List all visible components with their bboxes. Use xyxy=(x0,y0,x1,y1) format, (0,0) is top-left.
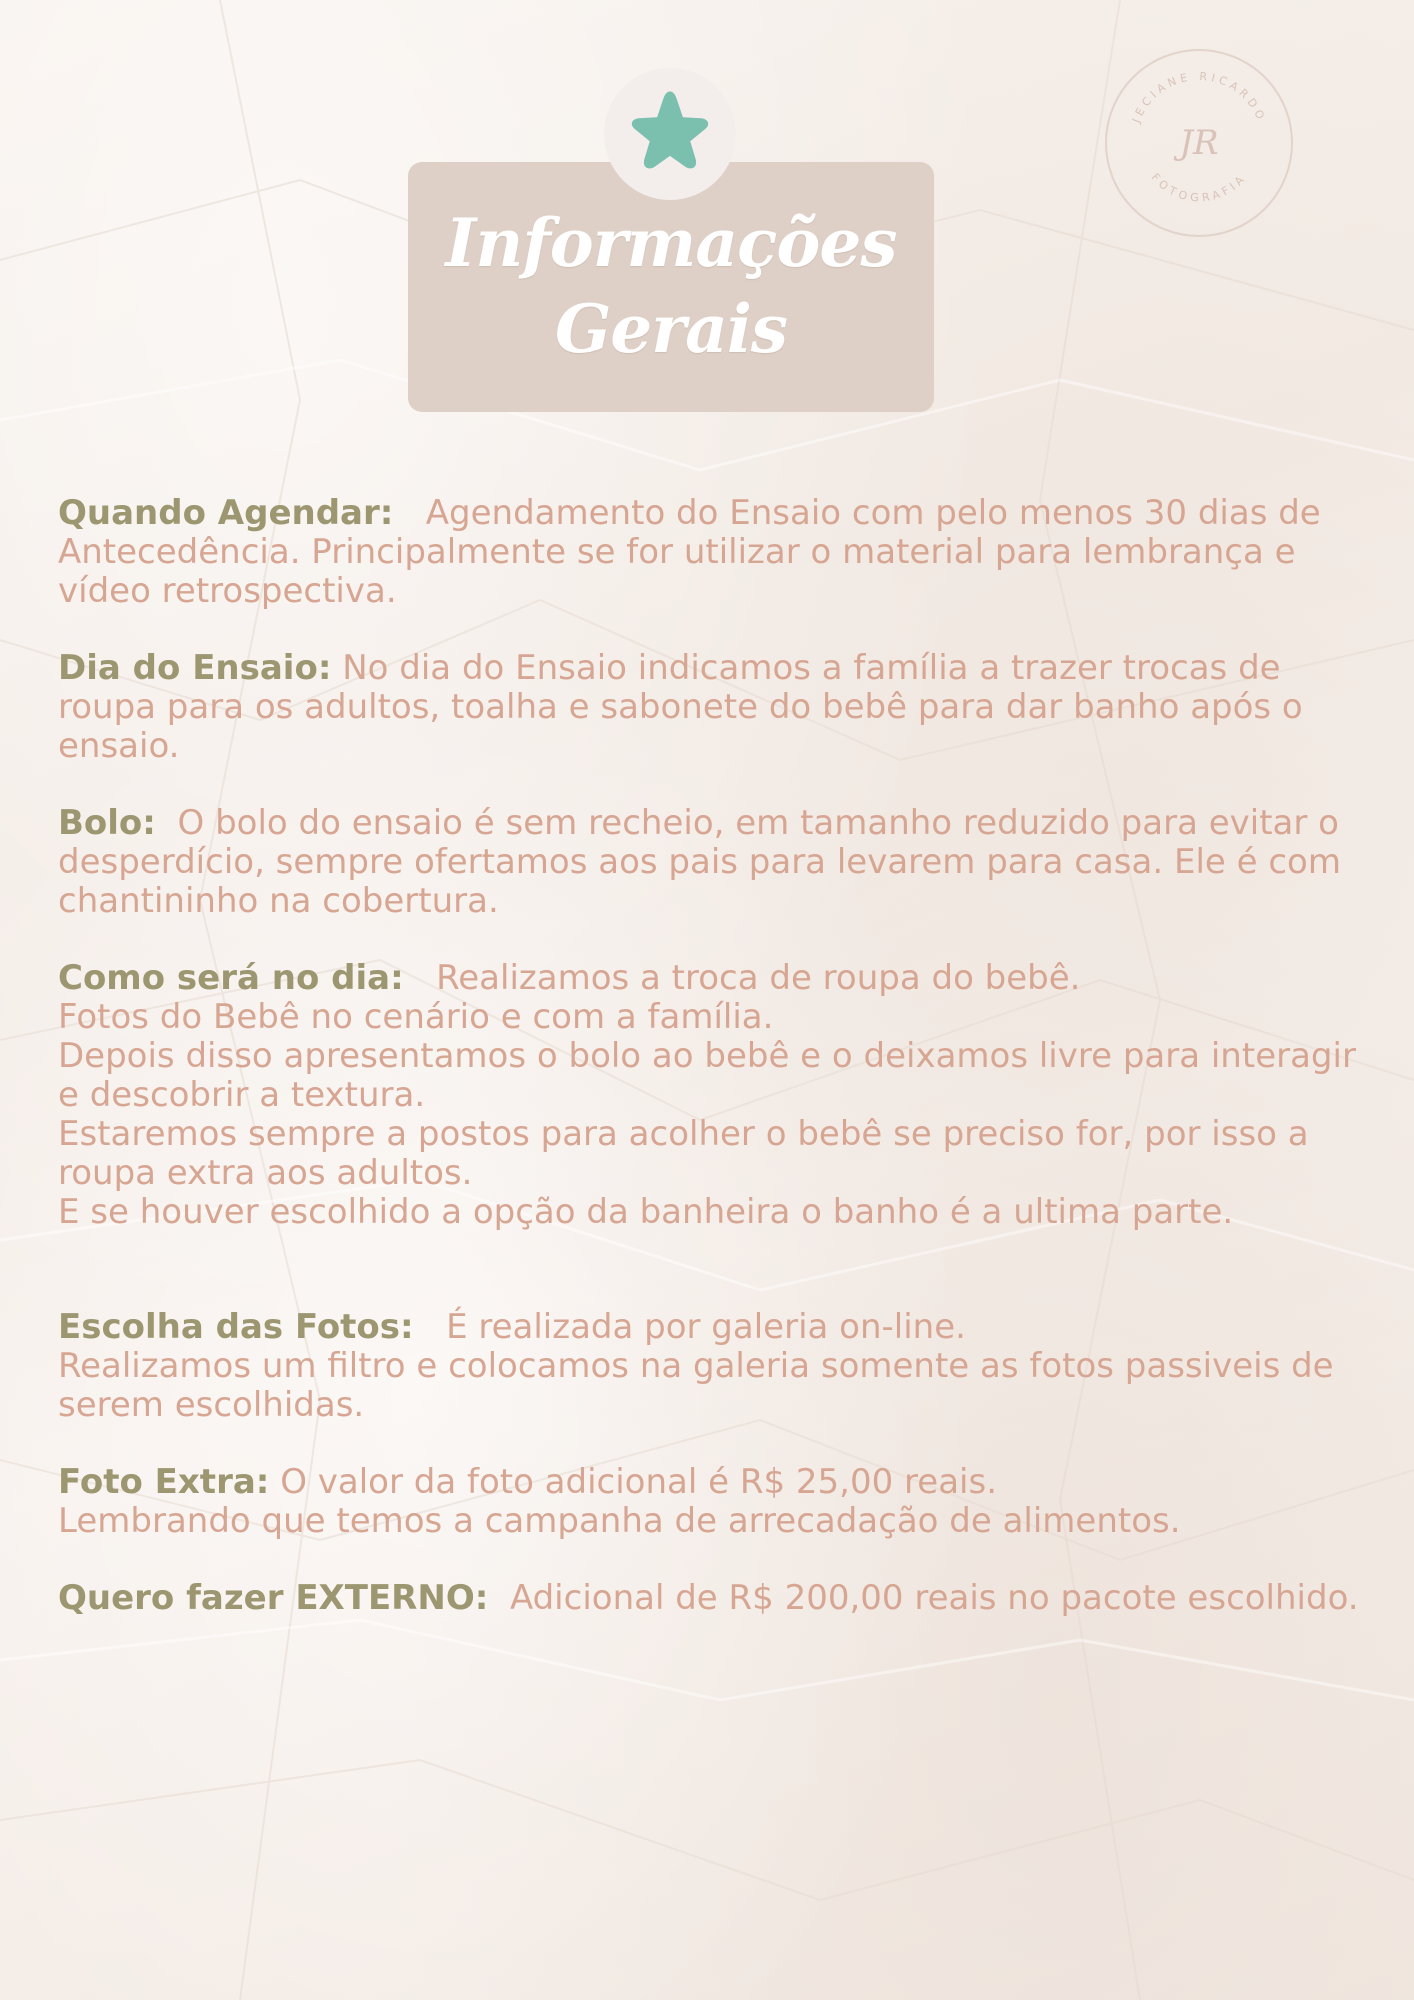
section-text: E se houver escolhido a opção da banheira o banho é a ultima parte. xyxy=(58,1192,1234,1232)
section-externo xyxy=(58,1579,1368,1618)
section-bolo xyxy=(58,804,1368,921)
section-text: Depois disso apresentamos o bolo ao bebê e o deixamos livre para interagir e descobrir a textura. xyxy=(58,1036,1356,1115)
svg-text:FOTOGRAFIA xyxy=(1149,171,1250,205)
section-text: O valor da foto adicional é R$ 25,00 reais. xyxy=(280,1462,998,1502)
section-text: É realizada por galeria on-line. xyxy=(446,1307,966,1347)
section-label: Escolha das Fotos: xyxy=(58,1307,414,1347)
section-como-sera xyxy=(58,959,1368,1232)
section-foto-extra xyxy=(58,1463,1368,1541)
logo-ring-top: JECIANE RICARDO xyxy=(1129,69,1269,125)
section-text: Adicional de R$ 200,00 reais no pacote escolhido. xyxy=(509,1578,1359,1618)
star-icon xyxy=(624,86,716,178)
brand-logo xyxy=(1104,48,1294,238)
section-dia-do-ensaio xyxy=(58,649,1368,766)
section-label: Foto Extra: xyxy=(58,1462,270,1502)
title-line-2: Gerais xyxy=(554,290,788,368)
section-escolha-fotos xyxy=(58,1308,1368,1425)
logo-monogram: JR xyxy=(1179,123,1219,163)
section-label: Como será no dia: xyxy=(58,958,404,998)
section-text: Estaremos sempre a postos para acolher o bebê se preciso for, por isso a roupa extra aos adultos. xyxy=(58,1114,1309,1193)
section-label: Quero fazer EXTERNO: xyxy=(58,1578,489,1618)
info-content xyxy=(58,494,1368,1656)
section-text: O bolo do ensaio é sem recheio, em tamanho reduzido para evitar o desperdício, sempre ofertamos aos pais para levarem para casa. Ele é com chantininho na cobertura. xyxy=(58,803,1341,921)
section-text: Fotos do Bebê no cenário e com a família. xyxy=(58,997,774,1037)
section-label: Quando Agendar: xyxy=(58,493,394,533)
section-text: Agendamento do Ensaio com pelo menos 30 dias de Antecedência. Principalmente se for utilizar o material para lembrança e vídeo retrospectiva. xyxy=(58,493,1321,611)
section-quando-agendar xyxy=(58,494,1368,611)
section-text: Realizamos a troca de roupa do bebê. xyxy=(436,958,1081,998)
svg-text:JECIANE RICARDO xyxy=(1129,70,1268,126)
page-title xyxy=(408,200,934,372)
section-label: Dia do Ensaio: xyxy=(58,648,332,688)
logo-ring-bottom: FOTOGRAFIA xyxy=(1148,170,1250,205)
title-line-1: Informações xyxy=(445,204,897,282)
section-text: No dia do Ensaio indicamos a família a trazer trocas de roupa para os adultos, toalha e sabonete do bebê para dar banho após o ensaio. xyxy=(58,648,1303,766)
star-badge xyxy=(604,68,736,200)
section-label: Bolo: xyxy=(58,803,156,843)
section-text: Realizamos um filtro e colocamos na galeria somente as fotos passiveis de serem escolhidas. xyxy=(58,1346,1334,1425)
section-text: Lembrando que temos a campanha de arrecadação de alimentos. xyxy=(58,1501,1181,1541)
